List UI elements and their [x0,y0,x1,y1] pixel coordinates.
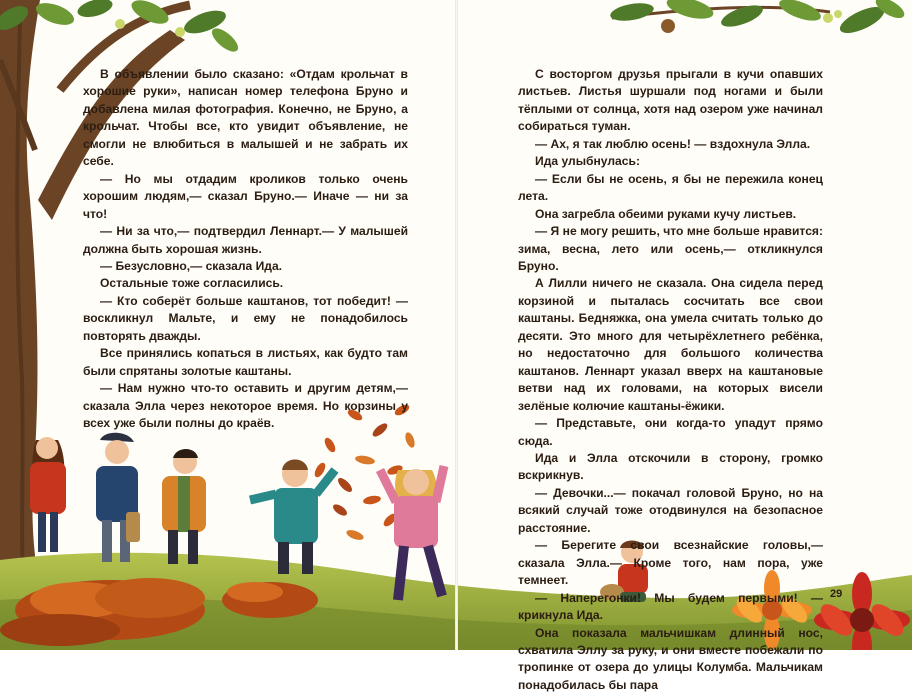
left-paragraph: Остальные тоже согласились. [83,275,408,292]
child-boy-blue-coat [96,433,140,562]
right-paragraph: — Девочки...— покачал головой Бруно, но на всякий случай тоже отодвинулся на безопасное расстояние. [518,485,823,537]
right-paragraph: — Наперегонки! Мы будем первыми! — крикнула Ида. [518,590,823,625]
right-paragraph: — Ах, я так люблю осень! — вздохнула Элла. [518,136,823,153]
left-paragraph: — Нам нужно что-то оставить и другим детям,— сказала Элла через некоторое время. Но корзины у всех уже были полны до краёв. [83,380,408,432]
leaf-pile-center [222,582,318,618]
right-paragraph: — Я не могу решить, что мне больше нравится: зима, весна, лето или осень,— откликнулся Бруно. [518,223,823,275]
page-number: 29 [830,588,842,600]
child-boy-orange-vest [162,449,206,564]
right-paragraph: — Берегите свои всезнайские головы,— сказала Элла.— Кроме того, нам пора, уже темнеет. [518,537,823,589]
top-right-chestnut-branch [609,0,907,38]
child-girl-red-jacket [30,437,66,552]
right-paragraph: — Представьте, они когда-то упадут прямо сюда. [518,415,823,450]
left-paragraph: — Но мы отдадим кроликов только очень хорошим людям,— сказал Бруно.— Иначе — ни за что! [83,171,408,223]
right-paragraph: С восторгом друзья прыгали в кучи опавших листьев. Листья шуршали под ногами и были тёплыми от солнца, хотя над озером уже начинал собираться туман. [518,66,823,136]
left-paragraph: — Кто соберёт больше каштанов, тот победит! — воскликнул Мальте, и ему не понадобилось повторять дважды. [83,293,408,345]
right-paragraph: Ида улыбнулась: [518,153,823,170]
left-paragraph: В объявлении было сказано: «Отдам крольчат в хорошие руки», написан номер телефона Бруно и добавлена милая фотография. Конечно, не Бруно, а крольчат. Чтобы все, кто увидит объявление, не смогли не влюбиться в малышей и не забрать их себе. [83,66,408,171]
top-left-leaves [0,0,242,56]
right-paragraph: Она загребла обеими руками кучу листьев. [518,206,823,223]
right-page-text [518,66,823,694]
child-boy-teal-jacket [250,460,335,575]
right-paragraph: — Если бы не осень, я бы не пережила конец лета. [518,171,823,206]
left-paragraph: Все принялись копаться в листьях, как будто там были спрятаны золотые каштаны. [83,345,408,380]
right-paragraph: Ида и Элла отскочили в сторону, громко вскрикнув. [518,450,823,485]
left-paragraph: — Ни за что,— подтвердил Леннарт.— У малышей должна быть хорошая жизнь. [83,223,408,258]
right-paragraph: Она показала мальчишкам длинный нос, схватила Эллу за руку, и они вместе побежали по тропинке от озера до улицы Колумба. Мальчикам понадобилась бы пара [518,625,823,694]
right-paragraph: А Лилли ничего не сказала. Она сидела перед корзиной и пыталась сосчитать все свои каштаны. Бедняжка, она умела считать только до десяти. Это много для четырёхлетнего ребёнка, но недостаточно для большого количества каштанов. Леннарт указал вверх на каштановые ветви над их головами, на которых висели зелёные колючие каштаны-ёжики. [518,275,823,415]
left-page-text [83,66,408,433]
left-paragraph: — Безусловно,— сказала Ида. [83,258,408,275]
book-gutter [455,0,458,650]
